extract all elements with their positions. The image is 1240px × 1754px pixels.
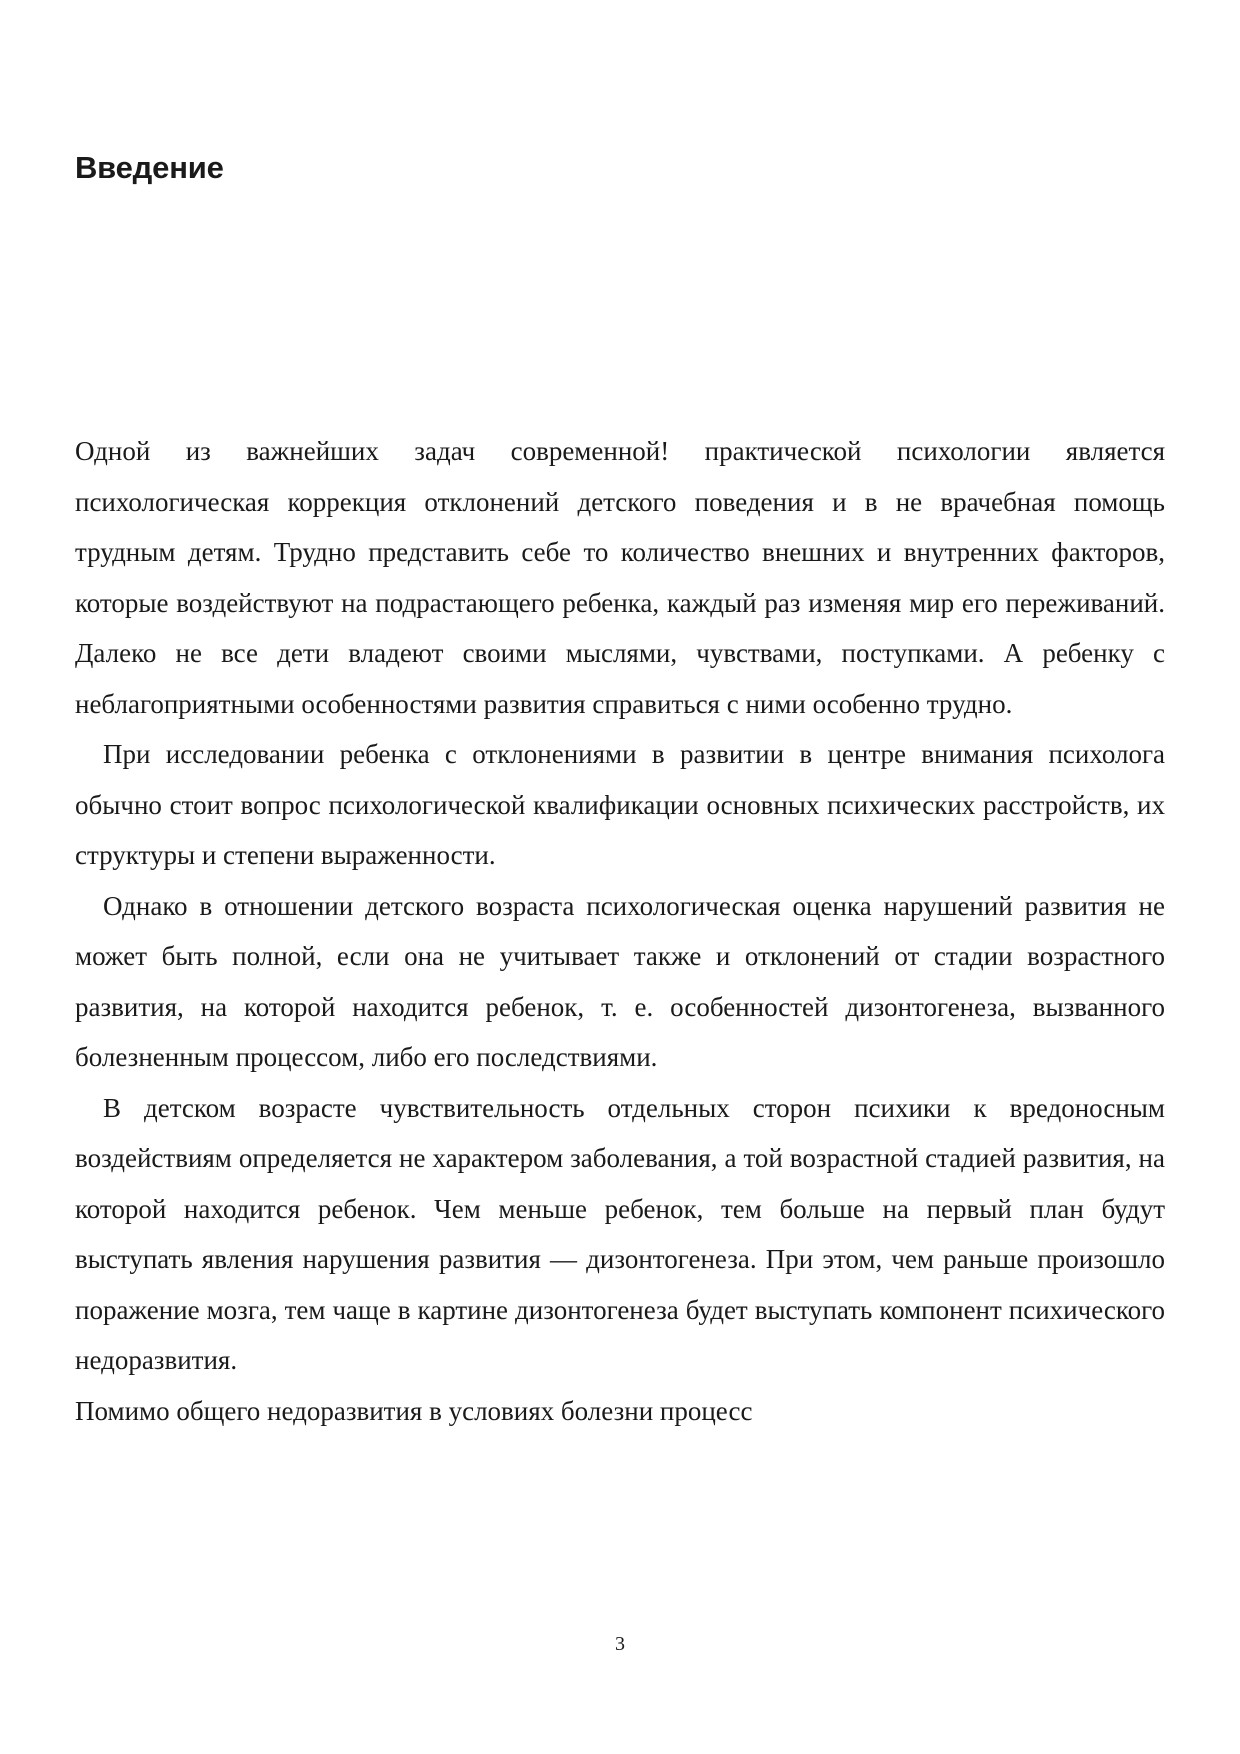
body-text <box>75 426 1165 1436</box>
paragraph-2: При исследовании ребенка с отклонениями в развитии в центре внимания психолога обычно стоит вопрос психологической квалификации основных психических расстройств, их структуры и степени выраженности. <box>75 739 1165 870</box>
paragraph-5: Помимо общего недоразвития в условиях болезни процесс <box>75 1395 753 1426</box>
paragraph-3: Однако в отношении детского возраста психологическая оценка нарушений развития не может быть полной, если она не учитывает также и отклонений от стадии возрастного развития, на которой находится ребенок, т. е. особенностей дизонтогенеза, вызванного болезненным процессом, либо его последствиями. <box>75 890 1165 1072</box>
paragraph-4: В детском возрасте чувствительность отдельных сторон психики к вредоносным воздействиям определяется не характером заболевания, а той возрастной стадией развития, на которой находится ребенок. Чем меньше ребенок, тем больше на первый план будут выступать явления нарушения развития — дизонтогенеза. При этом, чем раньше произошло поражение мозга, тем чаще в картине дизонтогенеза будет выступать компонент психического недоразвития. <box>75 1092 1165 1375</box>
page-title: Введение <box>75 150 224 185</box>
page-number: 3 <box>615 1633 625 1655</box>
paragraph-1: Одной из важнейших задач современной! практической психологии является психологическая коррекция отклонений детского поведения и в не врачебная помощь трудным детям. Трудно представить себе то количество внешних и внутренних факторов, которые воздействуют на подрастающего ребенка, каждый раз изменяя мир его переживаний. Далеко не все дети владеют своими мыслями, чувствами, поступками. А ребенку с неблагоприятными особенностями развития справиться с ними особенно трудно. <box>75 436 1165 719</box>
